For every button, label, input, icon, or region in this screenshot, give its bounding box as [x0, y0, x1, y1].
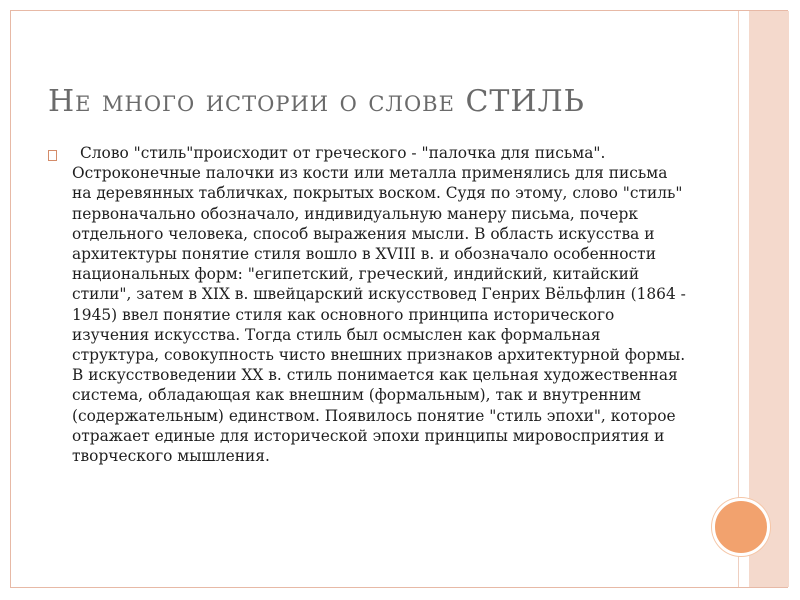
frame-accent-bar: [749, 11, 789, 587]
bullet-marker-icon: [48, 150, 57, 161]
slide-title: Не много истории о слове СТИЛЬ: [48, 84, 585, 119]
bullet-item: [48, 143, 688, 466]
decorative-circle: [712, 498, 770, 556]
bullet-text: Слово "стиль"происходит от греческого - "палочка для письма". Остроконечные палочки из кости или металла применялись для письма на деревянных табличках, покрытых воском. Судя по этому, слово "стиль" первоначально обозначало, индивидуальную манеру письма, почерк отдельного человека, способ выражения мысли. В область искусства и архитектуры понятие стиля вошло в XVIII в. и обозначало особенности национальных форм: "египетский, греческий, индийский, китайский стили", затем в XIX в. швейцарский искусствовед Генрих Вёльфлин (1864 - 1945) ввел понятие стиля как основного принципа исторического изучения искусства. Тогда стиль был осмыслен как формальная структура, совокупность чисто внешних признаков архитектурной формы. В искусствоведении XX в. стиль понимается как цельная художественная система, обладающая как внешним (формальным), так и внутренним (содержательным) единством. Появилось понятие "стиль эпохи", которое отражает единые для исторической эпохи принципы мировосприятия и творческого мышления.: [72, 144, 686, 466]
